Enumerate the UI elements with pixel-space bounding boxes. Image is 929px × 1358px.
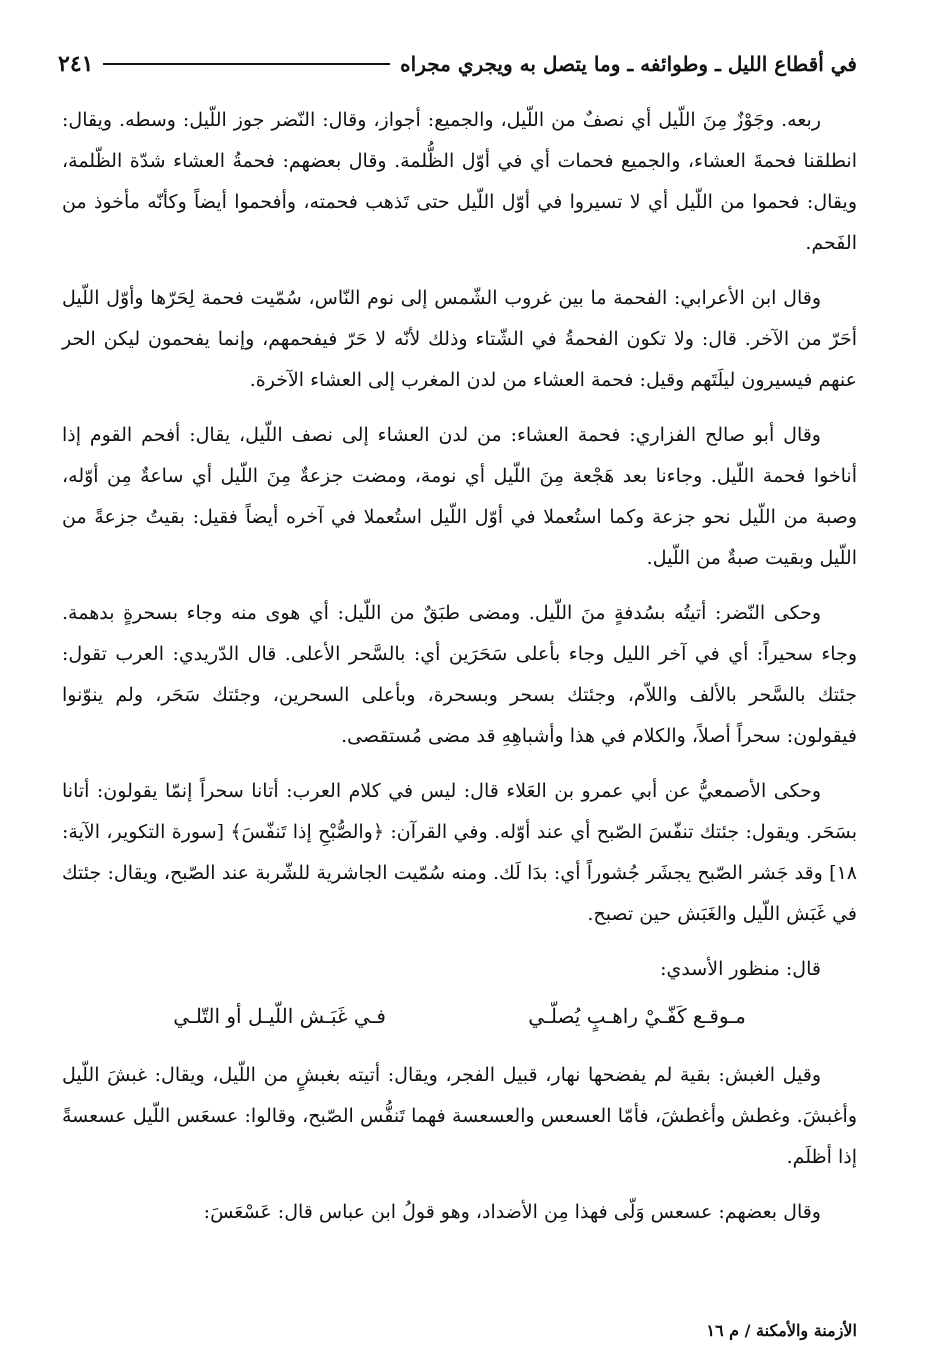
poetry-verse (62, 996, 857, 1037)
verse-intro: قال: منظور الأسدي: (660, 958, 821, 980)
paragraph: ربعه. وجَوْزٌ مِنَ اللّيل أي نصفٌ من اللّيل، والجميع: أجواز، وقال: النّضر جوز اللّيل: وسطه. ويقال: انطلقنا فحمةَ العشاء، والجميع فحمات أي في أوّل الظُّلمة. وقال بعضهم: فحمةُ العشاء شدّة الظّلمة، ويقال: فحموا من اللّيل أي لا تسيروا في أوّل اللّيل حتى تَذهب فحمته، وأفحموا أيضاً وكأنّه مأخوذ من الفَحم. (62, 109, 857, 254)
paragraph: وقال ابن الأعرابي: الفحمة ما بين غروب الشّمس إلى نوم النّاس، سُمّيت فحمة لِحَرّها وأوّل اللّيل أحَرّ من الآخر. قال: ولا تكون الفحمةُ في الشّتاء وذلك لأنّه لا حَرّ فيفحمهم، وإنما يفحمون ليكن الحر عنهم فيسيرون ليلَتَهم وقيل: فحمة العشاء من لدن المغرب إلى العشاء الآخرة. (62, 287, 857, 391)
paragraph: وحكى النّضر: أتيتُه بسُدفةٍ منَ اللّيل. ومضى طبَقٌ من اللّيل: أي هوى منه وجاء بسحرةٍ بدهمة. وجاء سحيراً: أي في آخر الليل وجاء بأعلى سَحَرَين أي: بالسَّحر الأعلى. قال الدّريدي: العرب تقول: جئتك بالسَّحر بالألف واللاّم، وجئتك بسحر وبسحرة، وبأعلى السحرين، وجئتك سَحَر، ولم ينوّنوا فيقولون: سحراً أصلاً، والكلام في هذا وأشباهِهِ قد مضى مُستقصى. (62, 602, 857, 747)
page-header (58, 40, 857, 88)
paragraph: وقال أبو صالح الفزاري: فحمة العشاء: من لدن العشاء إلى نصف اللّيل، يقال: أفحم القوم إذا أناخوا فحمة اللّيل. وجاءنا بعد هَجْعة مِنَ اللّيل أي نومة، ومضت جزعةٌ مِنَ اللّيل أي ساعةٌ مِن أوّله، وصبة من اللّيل نحو جزعة وكما استُعملا في أوّل اللّيل استُعملا في آخره أيضاً فقيل: بقيتُ جزعةً من اللّيل وبقيت صبةٌ من اللّيل. (62, 424, 857, 569)
paragraph: وحكى الأصمعيُّ عن أبي عمرو بن العَلاء قال: ليس في كلام العرب: أتانا سحراً إنمّا يقولون: أتانا بسَحَر. ويقول: جئتك تنفّسَ الصّبح أي عند أوّله. وفي القرآن: ﴿والصُّبْحِ إذا تَنفّسَ﴾ [سورة التكوير، الآية: ١٨] وقد جَشر الصّبح يجشَر جُشوراً أي: بدَا لَك. ومنه سُمّيت الجاشرية للشّربة عند الصّبح، ويقال: جئتك في غَبَش اللّيل والغَبَش حين تصبح. (62, 780, 857, 925)
header-rule (103, 63, 390, 65)
page-body (62, 100, 857, 1247)
page-number: ٢٤١ (58, 51, 94, 77)
paragraph: وقيل الغبش: بقية لم يفضحها نهار، قبيل الفجر، ويقال: أتيته بغبشٍ من اللّيل، ويقال: غبشَ اللّيل وأغبشَ. وغطش وأغطشَ، فأمّا العسعس والعسعسة فهما تَنفُّس الصّبح، وقالوا: عسعَس اللّيل عسعسةً إذا أظلَم. (62, 1064, 857, 1168)
page-footer-signature: الأزمنة والأمكنة / م ١٦ (706, 1321, 857, 1340)
paragraph: وقال بعضهم: عسعس وَلّى فهذا مِن الأضداد، وهو قولُ ابن عباس قال: عَسْعَسَ: (203, 1201, 821, 1223)
verse-first-hemistich: مـوقـع كَفّـيْ راهـبٍ يُصلّـي (528, 1004, 746, 1028)
running-title: في أقطاع الليل ـ وطوائفه ـ وما يتصل به ويجري مجراه (400, 52, 857, 76)
verse-second-hemistich: فـي غَبَـش اللّيـل أو التّلـي (173, 1004, 386, 1028)
